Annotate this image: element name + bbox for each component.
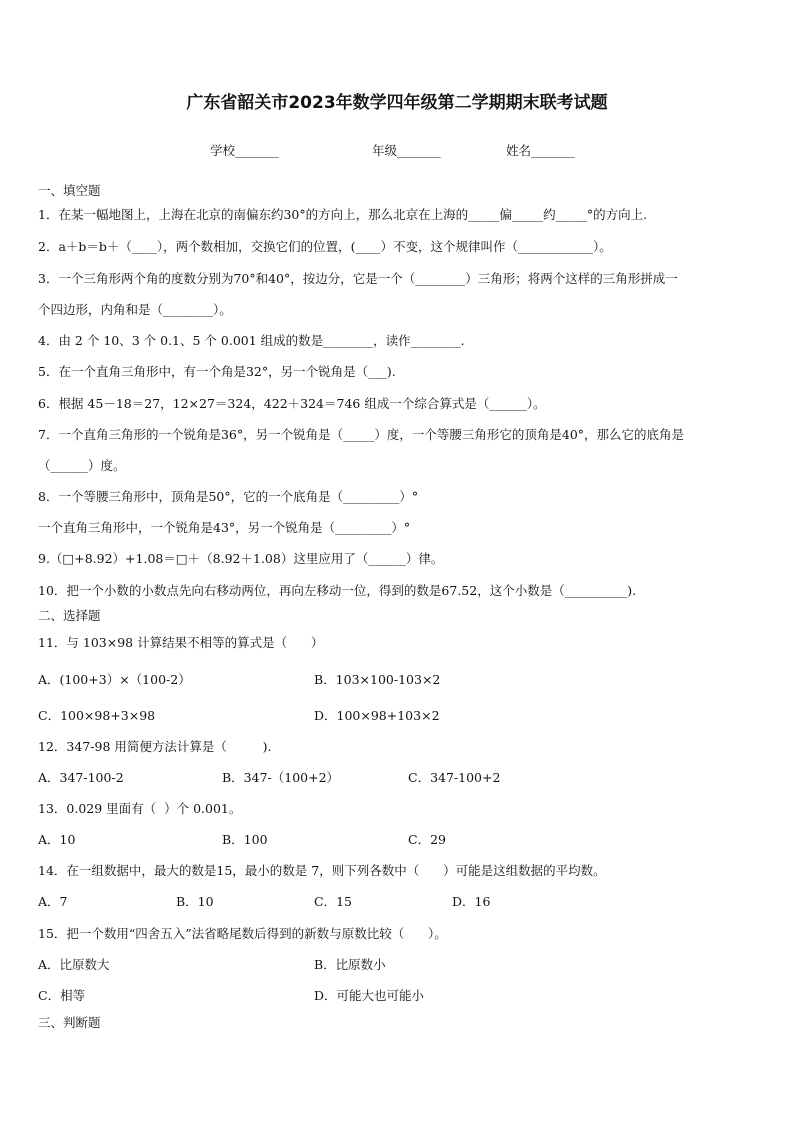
question-8-line-2: 一个直角三角形中，一个锐角是43°，另一个锐角是（_________）° (38, 520, 411, 535)
q14-option-a[interactable]: A．7 (38, 894, 68, 909)
q15-option-d[interactable]: D．可能大也可能小 (314, 988, 425, 1003)
grade-field[interactable]: 年级_______ (372, 143, 441, 158)
question-10: 10．把一个小数的小数点先向右移动两位，再向左移动一位，得到的数是67.52，这个小数是（__________). (38, 583, 637, 598)
question-15: 15．把一个数用“四舍五入”法省略尾数后得到的新数与原数比较（ ）。 (38, 926, 447, 941)
question-4: 4．由 2 个 10、3 个 0.1、5 个 0.001 组成的数是________，读作________. (38, 333, 465, 348)
question-11: 11．与 103×98 计算结果不相等的算式是（ ） (38, 635, 324, 650)
question-14: 14．在一组数据中，最大的数是15，最小的数是 7，则下列各数中（ ）可能是这组数据的平均数。 (38, 863, 606, 878)
school-field[interactable]: 学校_______ (210, 143, 279, 158)
q15-option-b[interactable]: B．比原数小 (314, 957, 386, 972)
question-6: 6．根据 45－18＝27，12×27＝324，422＋324＝746 组成一个综合算式是（______）。 (38, 396, 546, 411)
question-12: 12．347-98 用简便方法计算是（ ). (38, 739, 272, 754)
question-9: 9.（□+8.92）+1.08＝□＋（8.92＋1.08）这里应用了（______）律。 (38, 551, 444, 566)
section-heading-choice: 二、选择题 (38, 608, 101, 623)
q12-option-c[interactable]: C．347-100+2 (408, 770, 501, 785)
q11-option-c[interactable]: C．100×98+3×98 (38, 708, 156, 723)
question-3-line-1: 3．一个三角形两个角的度数分别为70°和40°，按边分，它是一个（________）三角形；将两个这样的三角形拼成一 (38, 271, 678, 286)
question-1: 1．在某一幅地图上，上海在北京的南偏东约30°的方向上，那么北京在上海的_____偏_____约_____°的方向上. (38, 207, 648, 222)
q13-option-b[interactable]: B．100 (222, 832, 268, 847)
section-heading-fill: 一、填空题 (38, 183, 101, 198)
question-13: 13．0.029 里面有（ ）个 0.001。 (38, 801, 242, 816)
name-field[interactable]: 姓名_______ (506, 143, 575, 158)
q13-option-c[interactable]: C．29 (408, 832, 446, 847)
section-heading-judge: 三、判断题 (38, 1015, 101, 1030)
q15-option-a[interactable]: A．比原数大 (38, 957, 110, 972)
q11-option-a[interactable]: A．(100+3）×（100-2） (38, 672, 191, 687)
question-7-line-1: 7．一个直角三角形的一个锐角是36°，另一个锐角是（_____）度，一个等腰三角形它的顶角是40°，那么它的底角是 (38, 427, 685, 442)
question-3-line-2: 个四边形，内角和是（________）。 (38, 302, 232, 317)
q14-option-c[interactable]: C．15 (314, 894, 352, 909)
question-5: 5．在一个直角三角形中，有一个角是32°，另一个锐角是（___). (38, 364, 396, 379)
q14-option-b[interactable]: B．10 (176, 894, 214, 909)
q12-option-b[interactable]: B．347-（100+2） (222, 770, 340, 785)
question-8-line-1: 8．一个等腰三角形中，顶角是50°，它的一个底角是（_________）° (38, 489, 419, 504)
question-7-line-2: （______）度。 (38, 458, 126, 473)
q11-option-b[interactable]: B．103×100-103×2 (314, 672, 441, 687)
q12-option-a[interactable]: A．347-100-2 (38, 770, 124, 785)
q15-option-c[interactable]: C．相等 (38, 988, 86, 1003)
q11-option-d[interactable]: D．100×98+103×2 (314, 708, 440, 723)
q13-option-a[interactable]: A．10 (38, 832, 76, 847)
page-title: 广东省韶关市2023年数学四年级第二学期期末联考试题 (186, 93, 608, 113)
question-2: 2．a＋b＝b＋（____），两个数相加，交换它们的位置，(____）不变，这个规律叫作（____________）。 (38, 239, 612, 254)
q14-option-d[interactable]: D．16 (452, 894, 491, 909)
